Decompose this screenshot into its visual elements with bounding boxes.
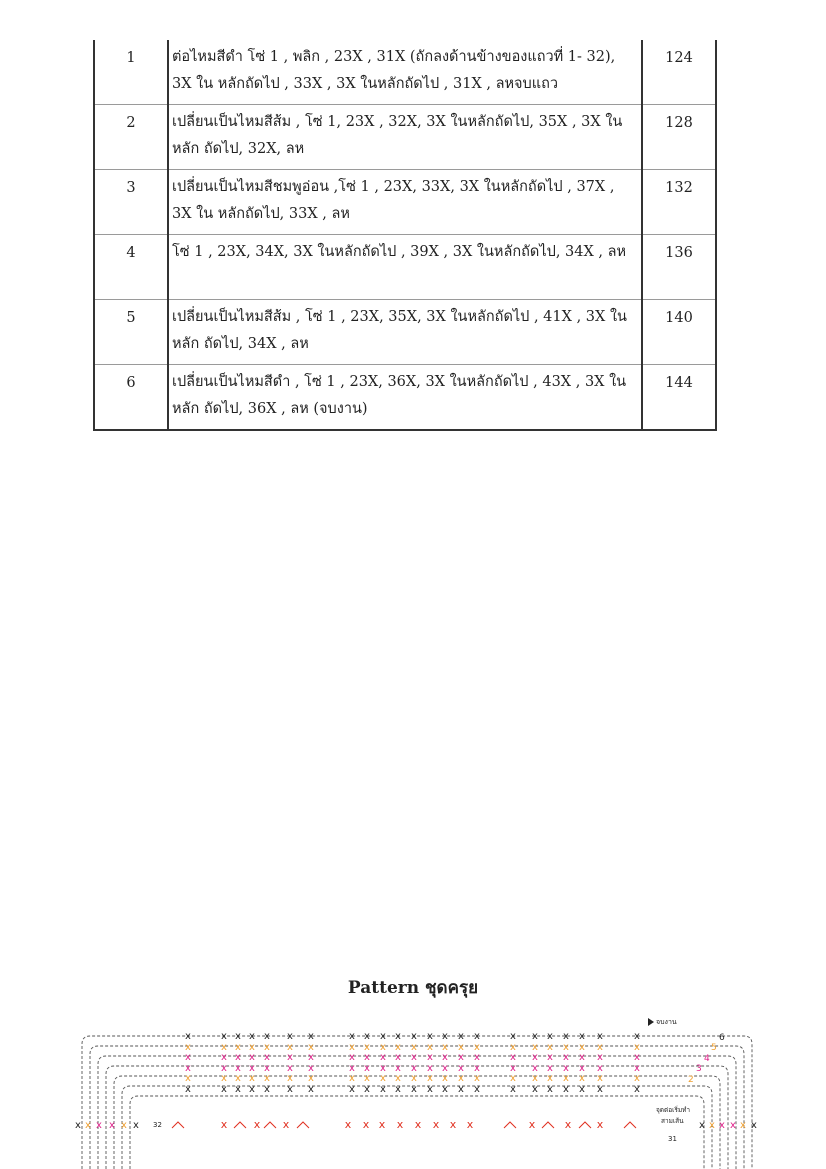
stitch-x: x [563,1063,569,1074]
stitch-x: x [109,1120,115,1131]
stitch-x: x [344,1118,352,1131]
stitch-x: x [634,1084,640,1095]
stitch-x: x [287,1031,293,1042]
stitch-x: x [395,1073,401,1084]
stitch-x: x [121,1120,127,1131]
stitch-total: 132 [642,170,716,235]
stitch-x: x [510,1084,516,1095]
stitch-x: x [185,1073,191,1084]
increase-stitch [172,1122,184,1128]
stitch-x: x [458,1084,464,1095]
stitch-x: x [221,1073,227,1084]
stitch-x: x [579,1063,585,1074]
end-label: จบงาน [656,1018,677,1026]
stitch-x: x [563,1052,569,1063]
stitch-x: x [264,1042,270,1053]
stitch-x: x [547,1073,553,1084]
stitch-x: x [563,1073,569,1084]
stitch-x: x [597,1063,603,1074]
stitch-x: x [532,1042,538,1053]
stitch-x: x [185,1084,191,1095]
stitch-x: x [249,1042,255,1053]
stitch-x: x [249,1031,255,1042]
table-row [94,365,716,431]
stitch-x: x [466,1118,474,1131]
stitch-x: x [427,1073,433,1084]
stitch-x: x [563,1031,569,1042]
row-number-label: 6 [719,1033,725,1043]
stitch-x: x [380,1084,386,1095]
pattern-diagram [70,1010,770,1169]
stitch-x: x [264,1073,270,1084]
stitch-x: x [547,1084,553,1095]
round-outline [82,1036,752,1169]
stitch-x: x [349,1084,355,1095]
stitch-x: x [510,1031,516,1042]
stitch-x: x [221,1031,227,1042]
stitch-x: x [597,1073,603,1084]
stitch-x: x [427,1031,433,1042]
stitch-x: x [510,1042,516,1053]
stitch-x: x [264,1084,270,1095]
stitch-total: 124 [642,40,716,105]
stitch-x: x [221,1084,227,1095]
row-number-label: 2 [688,1075,694,1085]
row-number: 6 [94,365,168,431]
pattern-title: Pattern ชุดครุย [347,978,479,998]
stitch-x: x [362,1118,370,1131]
stitch-x: x [185,1052,191,1063]
stitch-x: x [220,1118,228,1131]
row-number-label: 4 [704,1054,710,1064]
stitch-x: x [364,1084,370,1095]
stitch-x: x [221,1063,227,1074]
stitch-x: x [287,1052,293,1063]
row-instructions: เปลี่ยนเป็นไหมสีส้ม , โซ่ 1 , 23X, 35X, 3X ในหลักถัดไป , 41X , 3X ในหลัก ถัดไป, 34X , ลห [168,300,642,365]
stitch-x: x [532,1052,538,1063]
stitch-x: x [411,1042,417,1053]
row-number: 1 [94,40,168,105]
stitch-x: x [564,1118,572,1131]
stitch-x: x [380,1073,386,1084]
stitch-x: x [458,1073,464,1084]
stitch-x: x [427,1084,433,1095]
stitch-x: x [579,1031,585,1042]
increase-stitch [579,1122,591,1128]
stitch-x: x [308,1073,314,1084]
row-instructions: โซ่ 1 , 23X, 34X, 3X ในหลักถัดไป , 39X , 3X ในหลักถัดไป, 34X , ลห [168,235,642,300]
stitch-x: x [730,1120,736,1131]
row-number-label: 3 [696,1064,702,1074]
stitch-x: x [474,1073,480,1084]
stitch-x: x [414,1118,422,1131]
stitch-x: x [235,1052,241,1063]
stitch-x: x [547,1052,553,1063]
round-outline [130,1096,704,1169]
stitch-x: x [287,1073,293,1084]
stitch-x: x [411,1052,417,1063]
stitch-x: x [634,1031,640,1042]
table-row [94,300,716,365]
stitch-x: x [474,1063,480,1074]
stitch-x: x [411,1084,417,1095]
stitch-x: x [364,1042,370,1053]
stitch-x: x [563,1042,569,1053]
stitch-x: x [395,1052,401,1063]
stitch-x: x [740,1120,746,1131]
row-instructions: เปลี่ยนเป็นไหมสีส้ม , โซ่ 1, 23X , 32X, 3X ในหลักถัดไป, 35X , 3X ในหลัก ถัดไป, 32X, ลห [168,105,642,170]
stitch-x: x [510,1052,516,1063]
stitch-x: x [449,1118,457,1131]
stitch-x: x [395,1042,401,1053]
increase-stitch [504,1122,516,1128]
stitch-x: x [699,1120,705,1131]
row-number: 2 [94,105,168,170]
stitch-x: x [287,1084,293,1095]
stitch-x: x [442,1073,448,1084]
stitch-x: x [442,1063,448,1074]
row-number: 4 [94,235,168,300]
crochet-pattern-chart [70,1010,770,1169]
round-outlines [82,1036,752,1169]
stitch-x: x [364,1073,370,1084]
stitch-x: x [264,1063,270,1074]
stitch-x: x [264,1052,270,1063]
start-label: สามเส้น [661,1117,684,1125]
bottom-row-number: 31 [668,1135,677,1143]
row-number: 5 [94,300,168,365]
stitch-x: x [249,1063,255,1074]
stitch-x: x [442,1042,448,1053]
stitch-x: x [563,1084,569,1095]
stitch-x: x [349,1052,355,1063]
stitch-x: x [442,1052,448,1063]
stitch-x: x [597,1031,603,1042]
stitch-x: x [396,1118,404,1131]
stitch-x: x [221,1052,227,1063]
increase-stitch [264,1122,276,1128]
stitch-total: 140 [642,300,716,365]
stitch-x: x [287,1042,293,1053]
stitch-x: x [634,1063,640,1074]
stitch-x: x [380,1031,386,1042]
stitch-x: x [634,1042,640,1053]
table-row [94,235,716,300]
stitch-x: x [532,1063,538,1074]
stitch-x: x [349,1031,355,1042]
stitch-x: x [364,1031,370,1042]
stitch-x: x [474,1052,480,1063]
stitch-x: x [532,1084,538,1095]
stitch-x: x [510,1063,516,1074]
stitch-x: x [308,1031,314,1042]
stitch-x: x [235,1042,241,1053]
stitch-x: x [249,1052,255,1063]
increase-stitch [542,1122,554,1128]
stitch-x: x [432,1118,440,1131]
stitch-x: x [634,1073,640,1084]
stitch-x: x [458,1031,464,1042]
table-row [94,40,716,105]
stitch-x: x [411,1073,417,1084]
stitch-x: x [308,1052,314,1063]
stitch-x: x [349,1073,355,1084]
stitch-x: x [282,1118,290,1131]
stitch-x: x [427,1042,433,1053]
stitch-x: x [547,1042,553,1053]
stitch-x: x [75,1120,81,1131]
stitch-x: x [427,1063,433,1074]
stitch-x: x [597,1084,603,1095]
instructions-table-container [93,40,717,431]
stitch-x: x [235,1031,241,1042]
start-label: จุดต่อเริ่มทำ [656,1106,691,1114]
stitch-x: x [308,1042,314,1053]
stitch-x: x [719,1120,725,1131]
stitch-x: x [597,1042,603,1053]
stitch-x: x [427,1052,433,1063]
stitch-x: x [349,1063,355,1074]
stitch-x: x [458,1052,464,1063]
stitch-x: x [249,1084,255,1095]
stitch-x: x [528,1118,536,1131]
row-number: 3 [94,170,168,235]
stitch-x: x [411,1031,417,1042]
row-number-label: 5 [711,1043,717,1053]
row-instructions: ต่อไหมสีดำ โซ่ 1 , พลิก , 23X , 31X (ถักลงด้านข้างของแถวที่ 1- 32), 3X ใน หลักถัดไป , 33X , 3X ในหลักถัดไป , 31X , ลหจบแถว [168,40,642,105]
stitch-x: x [474,1084,480,1095]
row-instructions: เปลี่ยนเป็นไหมสีชมพูอ่อน ,โซ่ 1 , 23X, 33X, 3X ในหลักถัดไป , 37X , 3X ใน หลักถัดไป, 33X , ลห [168,170,642,235]
stitch-x: x [249,1073,255,1084]
stitch-x: x [596,1118,604,1131]
stitch-x: x [380,1042,386,1053]
stitch-x: x [364,1063,370,1074]
stitch-x: x [411,1063,417,1074]
stitch-x: x [579,1042,585,1053]
stitch-x: x [510,1073,516,1084]
instructions-table [93,40,717,431]
stitch-x: x [380,1063,386,1074]
stitch-x: x [474,1031,480,1042]
stitch-x: x [751,1120,757,1131]
stitch-total: 144 [642,365,716,431]
stitch-x: x [547,1031,553,1042]
stitch-x: x [133,1120,139,1131]
row-instructions: เปลี่ยนเป็นไหมสีดำ , โซ่ 1 , 23X, 36X, 3X ในหลักถัดไป , 43X , 3X ในหลัก ถัดไป, 36X , ลห (จบงาน) [168,365,642,431]
stitch-x: x [349,1042,355,1053]
end-arrow-icon [648,1018,654,1026]
stitch-x: x [96,1120,102,1131]
stitch-x: x [364,1052,370,1063]
round-outline [98,1056,736,1169]
stitch-x: x [378,1118,386,1131]
stitch-x: x [395,1063,401,1074]
stitch-x: x [458,1063,464,1074]
stitch-x: x [221,1042,227,1053]
stitch-x: x [532,1073,538,1084]
stitch-x: x [579,1052,585,1063]
stitch-x: x [185,1031,191,1042]
stitch-x: x [532,1031,538,1042]
stitch-x: x [85,1120,91,1131]
stitch-x: x [308,1084,314,1095]
stitch-x: x [547,1063,553,1074]
stitch-x: x [458,1042,464,1053]
stitch-x: x [253,1118,261,1131]
stitch-x: x [395,1084,401,1095]
stitch-x: x [579,1073,585,1084]
stitch-x: x [442,1084,448,1095]
stitch-x: x [395,1031,401,1042]
stitch-total: 136 [642,235,716,300]
increase-stitch [624,1122,636,1128]
stitch-x: x [235,1084,241,1095]
stitch-x: x [235,1063,241,1074]
stitch-x: x [185,1063,191,1074]
stitch-total: 128 [642,105,716,170]
stitch-x: x [264,1031,270,1042]
increase-stitch [234,1122,246,1128]
stitch-x: x [474,1042,480,1053]
table-row [94,105,716,170]
stitch-x: x [308,1063,314,1074]
table-row [94,170,716,235]
stitch-x: x [235,1073,241,1084]
stitch-x: x [597,1052,603,1063]
stitch-x: x [287,1063,293,1074]
left-row-number: 32 [153,1121,162,1129]
stitch-x: x [709,1120,715,1131]
increase-stitch [297,1122,309,1128]
stitch-x: x [442,1031,448,1042]
stitch-x: x [185,1042,191,1053]
stitch-x: x [634,1052,640,1063]
stitch-x: x [380,1052,386,1063]
stitch-x: x [579,1084,585,1095]
